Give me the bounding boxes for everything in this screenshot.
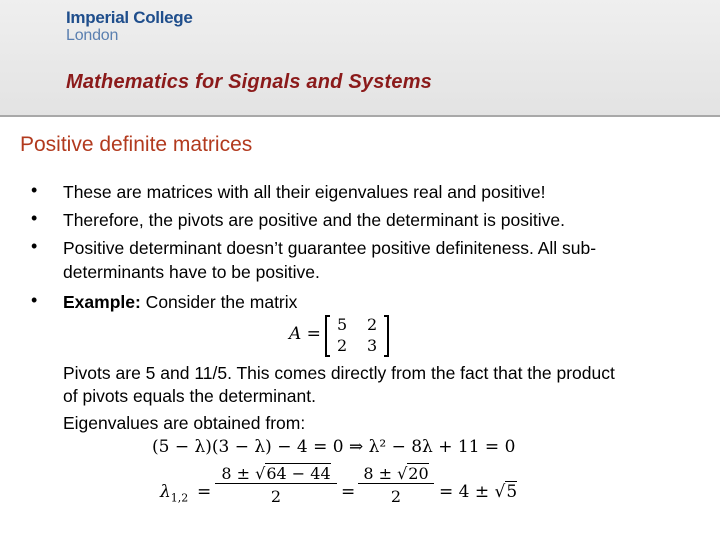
radical-icon: √ xyxy=(255,464,266,483)
matrix-cell: 3 xyxy=(367,336,378,355)
radicand: 20 xyxy=(408,464,429,483)
bullet-marker: • xyxy=(31,236,38,256)
bullet-marker: • xyxy=(31,180,38,200)
radicand: 5 xyxy=(506,482,518,502)
logo-line1: Imperial College xyxy=(66,8,193,27)
characteristic-equation: (5 − λ)(3 − λ) − 4 = 0 ⇒ λ² − 8λ + 11 = 0 xyxy=(152,437,516,457)
fraction-2: $\frac{8 \pm √20}{2}$ xyxy=(358,464,434,506)
course-title: Mathematics for Signals and Systems xyxy=(66,71,433,93)
radical-icon: √ xyxy=(397,464,408,483)
slide-title: Positive definite matrices xyxy=(20,133,253,156)
lambda-subscript: 1,2 xyxy=(170,491,189,505)
matrix-cell: 5 xyxy=(337,315,348,334)
final-result: = 4 ± √5 xyxy=(439,482,518,502)
bullet-marker: • xyxy=(31,208,38,228)
bullet-3: Positive determinant doesn’t guarantee positive definiteness. All sub- xyxy=(63,238,597,258)
matrix-cell: 2 xyxy=(337,336,348,355)
bullet-4 xyxy=(63,292,297,313)
denominator: 2 xyxy=(390,487,402,506)
matrix-cell: 2 xyxy=(367,315,378,334)
pivots-line1: Pivots are 5 and 11/5. This comes directly from the fact that the product xyxy=(63,363,615,383)
matrix-a xyxy=(325,316,389,356)
denominator: 2 xyxy=(270,487,282,506)
bullet-3-cont: determinants have to be positive. xyxy=(63,262,320,282)
eigen-intro: Eigenvalues are obtained from: xyxy=(63,413,306,433)
bullet-2: Therefore, the pivots are positive and the determinant is positive. xyxy=(63,210,565,230)
equals-sign: = xyxy=(197,482,212,502)
example-label: Example: xyxy=(63,292,141,312)
fraction-1: $\frac{8 \pm √64 - 44}{2}$ xyxy=(215,464,337,506)
example-text: Consider the matrix xyxy=(140,292,298,312)
lambda-symbol: $\lambda_{1,2}$ xyxy=(160,482,189,505)
bullet-1: These are matrices with all their eigenvalues real and positive! xyxy=(63,182,546,202)
bullet-marker: • xyxy=(31,290,38,310)
radical-icon: √ xyxy=(494,482,506,502)
equals-sign: = xyxy=(341,482,356,502)
pivots-line2: of pivots equals the determinant. xyxy=(63,386,316,406)
radicand: 64 − 44 xyxy=(266,464,331,483)
matrix-name: A = xyxy=(289,324,321,344)
logo-line2: London xyxy=(66,27,119,44)
